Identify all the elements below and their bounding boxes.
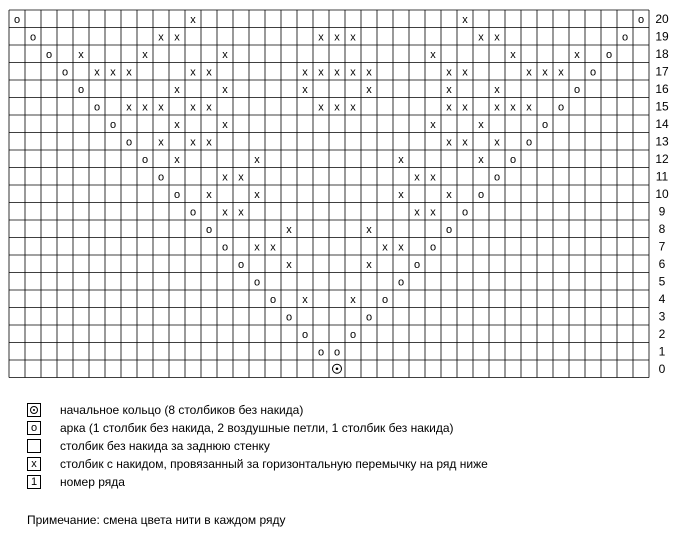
arch-mark: o bbox=[365, 311, 373, 324]
legend-item-ring bbox=[27, 402, 687, 420]
legend-text: столбик с накидом, провязанный за горизонтальную перемычку на ряд ниже bbox=[60, 457, 488, 471]
arch-mark: o bbox=[237, 258, 245, 271]
arch-mark: o bbox=[173, 188, 181, 201]
double-crochet-mark: x bbox=[558, 66, 564, 79]
double-crochet-mark: x bbox=[158, 31, 164, 44]
double-crochet-mark: x bbox=[462, 136, 468, 149]
double-crochet-mark: x bbox=[254, 188, 260, 201]
legend-text: номер ряда bbox=[60, 475, 125, 489]
row-number-label: 11 bbox=[655, 169, 669, 184]
arch-mark: o bbox=[525, 136, 533, 149]
arch-mark: o bbox=[349, 328, 357, 341]
double-crochet-mark: x bbox=[542, 66, 548, 79]
double-crochet-mark: x bbox=[302, 83, 308, 96]
starting-ring-icon bbox=[27, 403, 41, 417]
double-crochet-mark: x bbox=[190, 136, 196, 149]
arch-mark: o bbox=[221, 241, 229, 254]
double-crochet-mark: x bbox=[142, 101, 148, 114]
arch-mark: o bbox=[573, 83, 581, 96]
double-crochet-mark: x bbox=[398, 241, 404, 254]
double-crochet-mark: x bbox=[494, 31, 500, 44]
legend-item-row-number bbox=[27, 474, 687, 492]
row-number-label: 13 bbox=[655, 134, 669, 149]
double-crochet-mark: x bbox=[334, 66, 340, 79]
row-number-label: 6 bbox=[658, 256, 666, 271]
row-number-label: 10 bbox=[655, 186, 669, 201]
double-crochet-mark: x bbox=[126, 101, 132, 114]
row-number-label: 3 bbox=[658, 309, 666, 324]
double-crochet-mark: x bbox=[206, 101, 212, 114]
arch-mark: o bbox=[461, 206, 469, 219]
double-crochet-mark: x bbox=[494, 136, 500, 149]
arch-mark: o bbox=[93, 101, 101, 114]
arch-mark: o bbox=[445, 223, 453, 236]
arch-mark: o bbox=[269, 293, 277, 306]
arch-mark: o bbox=[285, 311, 293, 324]
arch-mark: o bbox=[141, 153, 149, 166]
arch-mark: o bbox=[29, 31, 37, 44]
row-number-label: 2 bbox=[658, 326, 666, 341]
double-crochet-mark: x bbox=[78, 48, 84, 61]
double-crochet-mark: x bbox=[462, 13, 468, 26]
double-crochet-mark: x bbox=[366, 83, 372, 96]
row-number-label: 1 bbox=[658, 344, 666, 359]
double-crochet-mark: x bbox=[414, 206, 420, 219]
double-crochet-mark: x bbox=[254, 241, 260, 254]
empty-cell-icon bbox=[27, 439, 41, 453]
double-crochet-mark: x bbox=[414, 171, 420, 184]
row-number-label: 19 bbox=[655, 29, 669, 44]
double-crochet-mark: x bbox=[110, 66, 116, 79]
double-crochet-mark: x bbox=[286, 223, 292, 236]
double-crochet-mark: x bbox=[446, 101, 452, 114]
double-crochet-mark: x bbox=[366, 258, 372, 271]
arch-mark: o bbox=[109, 118, 117, 131]
arch-mark: o bbox=[45, 48, 53, 61]
double-crochet-mark: x bbox=[222, 118, 228, 131]
double-crochet-mark: x bbox=[462, 66, 468, 79]
legend-item-double-crochet bbox=[27, 456, 687, 474]
row-number-label: 20 bbox=[655, 11, 669, 26]
double-crochet-mark: x bbox=[478, 153, 484, 166]
arch-mark: o bbox=[541, 118, 549, 131]
legend-text: арка (1 столбик без накида, 2 воздушные петли, 1 столбик без накида) bbox=[60, 421, 454, 435]
arch-mark: o bbox=[557, 101, 565, 114]
arch-mark: o bbox=[397, 276, 405, 289]
double-crochet-mark: x bbox=[174, 153, 180, 166]
double-crochet-mark: x bbox=[206, 136, 212, 149]
double-crochet-mark: x bbox=[446, 83, 452, 96]
double-crochet-mark: x bbox=[222, 48, 228, 61]
double-crochet-mark: x bbox=[222, 171, 228, 184]
double-crochet-mark: x bbox=[190, 13, 196, 26]
arch-mark: o bbox=[413, 258, 421, 271]
row-number-label: 15 bbox=[655, 99, 669, 114]
row-number-label: 18 bbox=[655, 46, 669, 61]
double-crochet-mark: x bbox=[158, 136, 164, 149]
double-crochet-mark: x bbox=[318, 31, 324, 44]
double-crochet-mark: x bbox=[574, 48, 580, 61]
double-crochet-mark: x bbox=[430, 48, 436, 61]
double-crochet-mark: x bbox=[430, 171, 436, 184]
arch-mark: o bbox=[205, 223, 213, 236]
arch-mark: o bbox=[509, 153, 517, 166]
double-crochet-mark: x bbox=[302, 293, 308, 306]
double-crochet-mark: x bbox=[302, 66, 308, 79]
arch-mark: o bbox=[493, 171, 501, 184]
double-crochet-mark: x bbox=[510, 101, 516, 114]
double-crochet-mark: x bbox=[190, 101, 196, 114]
double-crochet-mark: x bbox=[366, 223, 372, 236]
double-crochet-mark: x bbox=[526, 101, 532, 114]
row-number-label: 9 bbox=[658, 204, 666, 219]
double-crochet-mark: x bbox=[238, 171, 244, 184]
double-crochet-mark: x bbox=[446, 136, 452, 149]
double-crochet-mark: x bbox=[350, 293, 356, 306]
row-number-label: 17 bbox=[655, 64, 669, 79]
arch-mark: o bbox=[477, 188, 485, 201]
row-number-label: 14 bbox=[655, 116, 669, 131]
double-crochet-mark: x bbox=[462, 101, 468, 114]
row-number-label: 16 bbox=[655, 81, 669, 96]
double-crochet-mark: x bbox=[494, 101, 500, 114]
row-number-label: 12 bbox=[655, 151, 669, 166]
double-crochet-mark: x bbox=[334, 31, 340, 44]
double-crochet-mark: x bbox=[142, 48, 148, 61]
arch-mark: o bbox=[621, 31, 629, 44]
arch-mark: o bbox=[77, 83, 85, 96]
double-crochet-mark: x bbox=[334, 101, 340, 114]
legend-text: начальное кольцо (8 столбиков без накида) bbox=[60, 403, 304, 417]
legend-text: столбик без накида за заднюю стенку bbox=[60, 439, 270, 453]
row-number-label: 8 bbox=[658, 221, 666, 236]
legend bbox=[27, 402, 687, 492]
double-crochet-mark: x bbox=[398, 188, 404, 201]
double-crochet-mark: x bbox=[510, 48, 516, 61]
row-number-symbol: 1 bbox=[27, 475, 41, 489]
double-crochet-mark: x bbox=[174, 118, 180, 131]
arch-symbol-icon: o bbox=[27, 421, 41, 435]
double-crochet-mark: x bbox=[222, 206, 228, 219]
legend-item-back-loop bbox=[27, 438, 687, 456]
arch-mark: o bbox=[157, 171, 165, 184]
double-crochet-mark: x bbox=[174, 83, 180, 96]
double-crochet-mark: x bbox=[526, 66, 532, 79]
double-crochet-mark: x bbox=[350, 66, 356, 79]
arch-mark: o bbox=[637, 13, 645, 26]
arch-mark: o bbox=[253, 276, 261, 289]
arch-mark: o bbox=[589, 66, 597, 79]
x-symbol-icon: x bbox=[27, 457, 41, 471]
arch-mark: o bbox=[605, 48, 613, 61]
double-crochet-mark: x bbox=[430, 206, 436, 219]
starting-ring-dot bbox=[336, 367, 339, 370]
double-crochet-mark: x bbox=[206, 188, 212, 201]
row-number-label: 7 bbox=[658, 239, 666, 254]
double-crochet-mark: x bbox=[222, 83, 228, 96]
note: Примечание: смена цвета нити в каждом ряду bbox=[27, 513, 286, 527]
double-crochet-mark: x bbox=[350, 101, 356, 114]
row-number-label: 5 bbox=[658, 274, 666, 289]
arch-mark: o bbox=[317, 346, 325, 359]
row-number-label: 4 bbox=[658, 291, 666, 306]
double-crochet-mark: x bbox=[270, 241, 276, 254]
arch-mark: o bbox=[61, 66, 69, 79]
arch-mark: o bbox=[125, 136, 133, 149]
arch-mark: o bbox=[333, 346, 341, 359]
arch-mark: o bbox=[429, 241, 437, 254]
double-crochet-mark: x bbox=[158, 101, 164, 114]
double-crochet-mark: x bbox=[398, 153, 404, 166]
double-crochet-mark: x bbox=[446, 188, 452, 201]
arch-mark: o bbox=[381, 293, 389, 306]
double-crochet-mark: x bbox=[478, 31, 484, 44]
double-crochet-mark: x bbox=[286, 258, 292, 271]
double-crochet-mark: x bbox=[494, 83, 500, 96]
arch-mark: o bbox=[13, 13, 21, 26]
double-crochet-mark: x bbox=[238, 206, 244, 219]
double-crochet-mark: x bbox=[254, 153, 260, 166]
double-crochet-mark: x bbox=[318, 101, 324, 114]
double-crochet-mark: x bbox=[350, 31, 356, 44]
double-crochet-mark: x bbox=[446, 66, 452, 79]
double-crochet-mark: x bbox=[430, 118, 436, 131]
double-crochet-mark: x bbox=[478, 118, 484, 131]
legend-item-arch bbox=[27, 420, 687, 438]
arch-mark: o bbox=[189, 206, 197, 219]
double-crochet-mark: x bbox=[206, 66, 212, 79]
arch-mark: o bbox=[301, 328, 309, 341]
double-crochet-mark: x bbox=[94, 66, 100, 79]
row-number-label: 0 bbox=[658, 361, 666, 376]
double-crochet-mark: x bbox=[190, 66, 196, 79]
double-crochet-mark: x bbox=[382, 241, 388, 254]
double-crochet-mark: x bbox=[318, 66, 324, 79]
double-crochet-mark: x bbox=[174, 31, 180, 44]
double-crochet-mark: x bbox=[366, 66, 372, 79]
double-crochet-mark: x bbox=[126, 66, 132, 79]
